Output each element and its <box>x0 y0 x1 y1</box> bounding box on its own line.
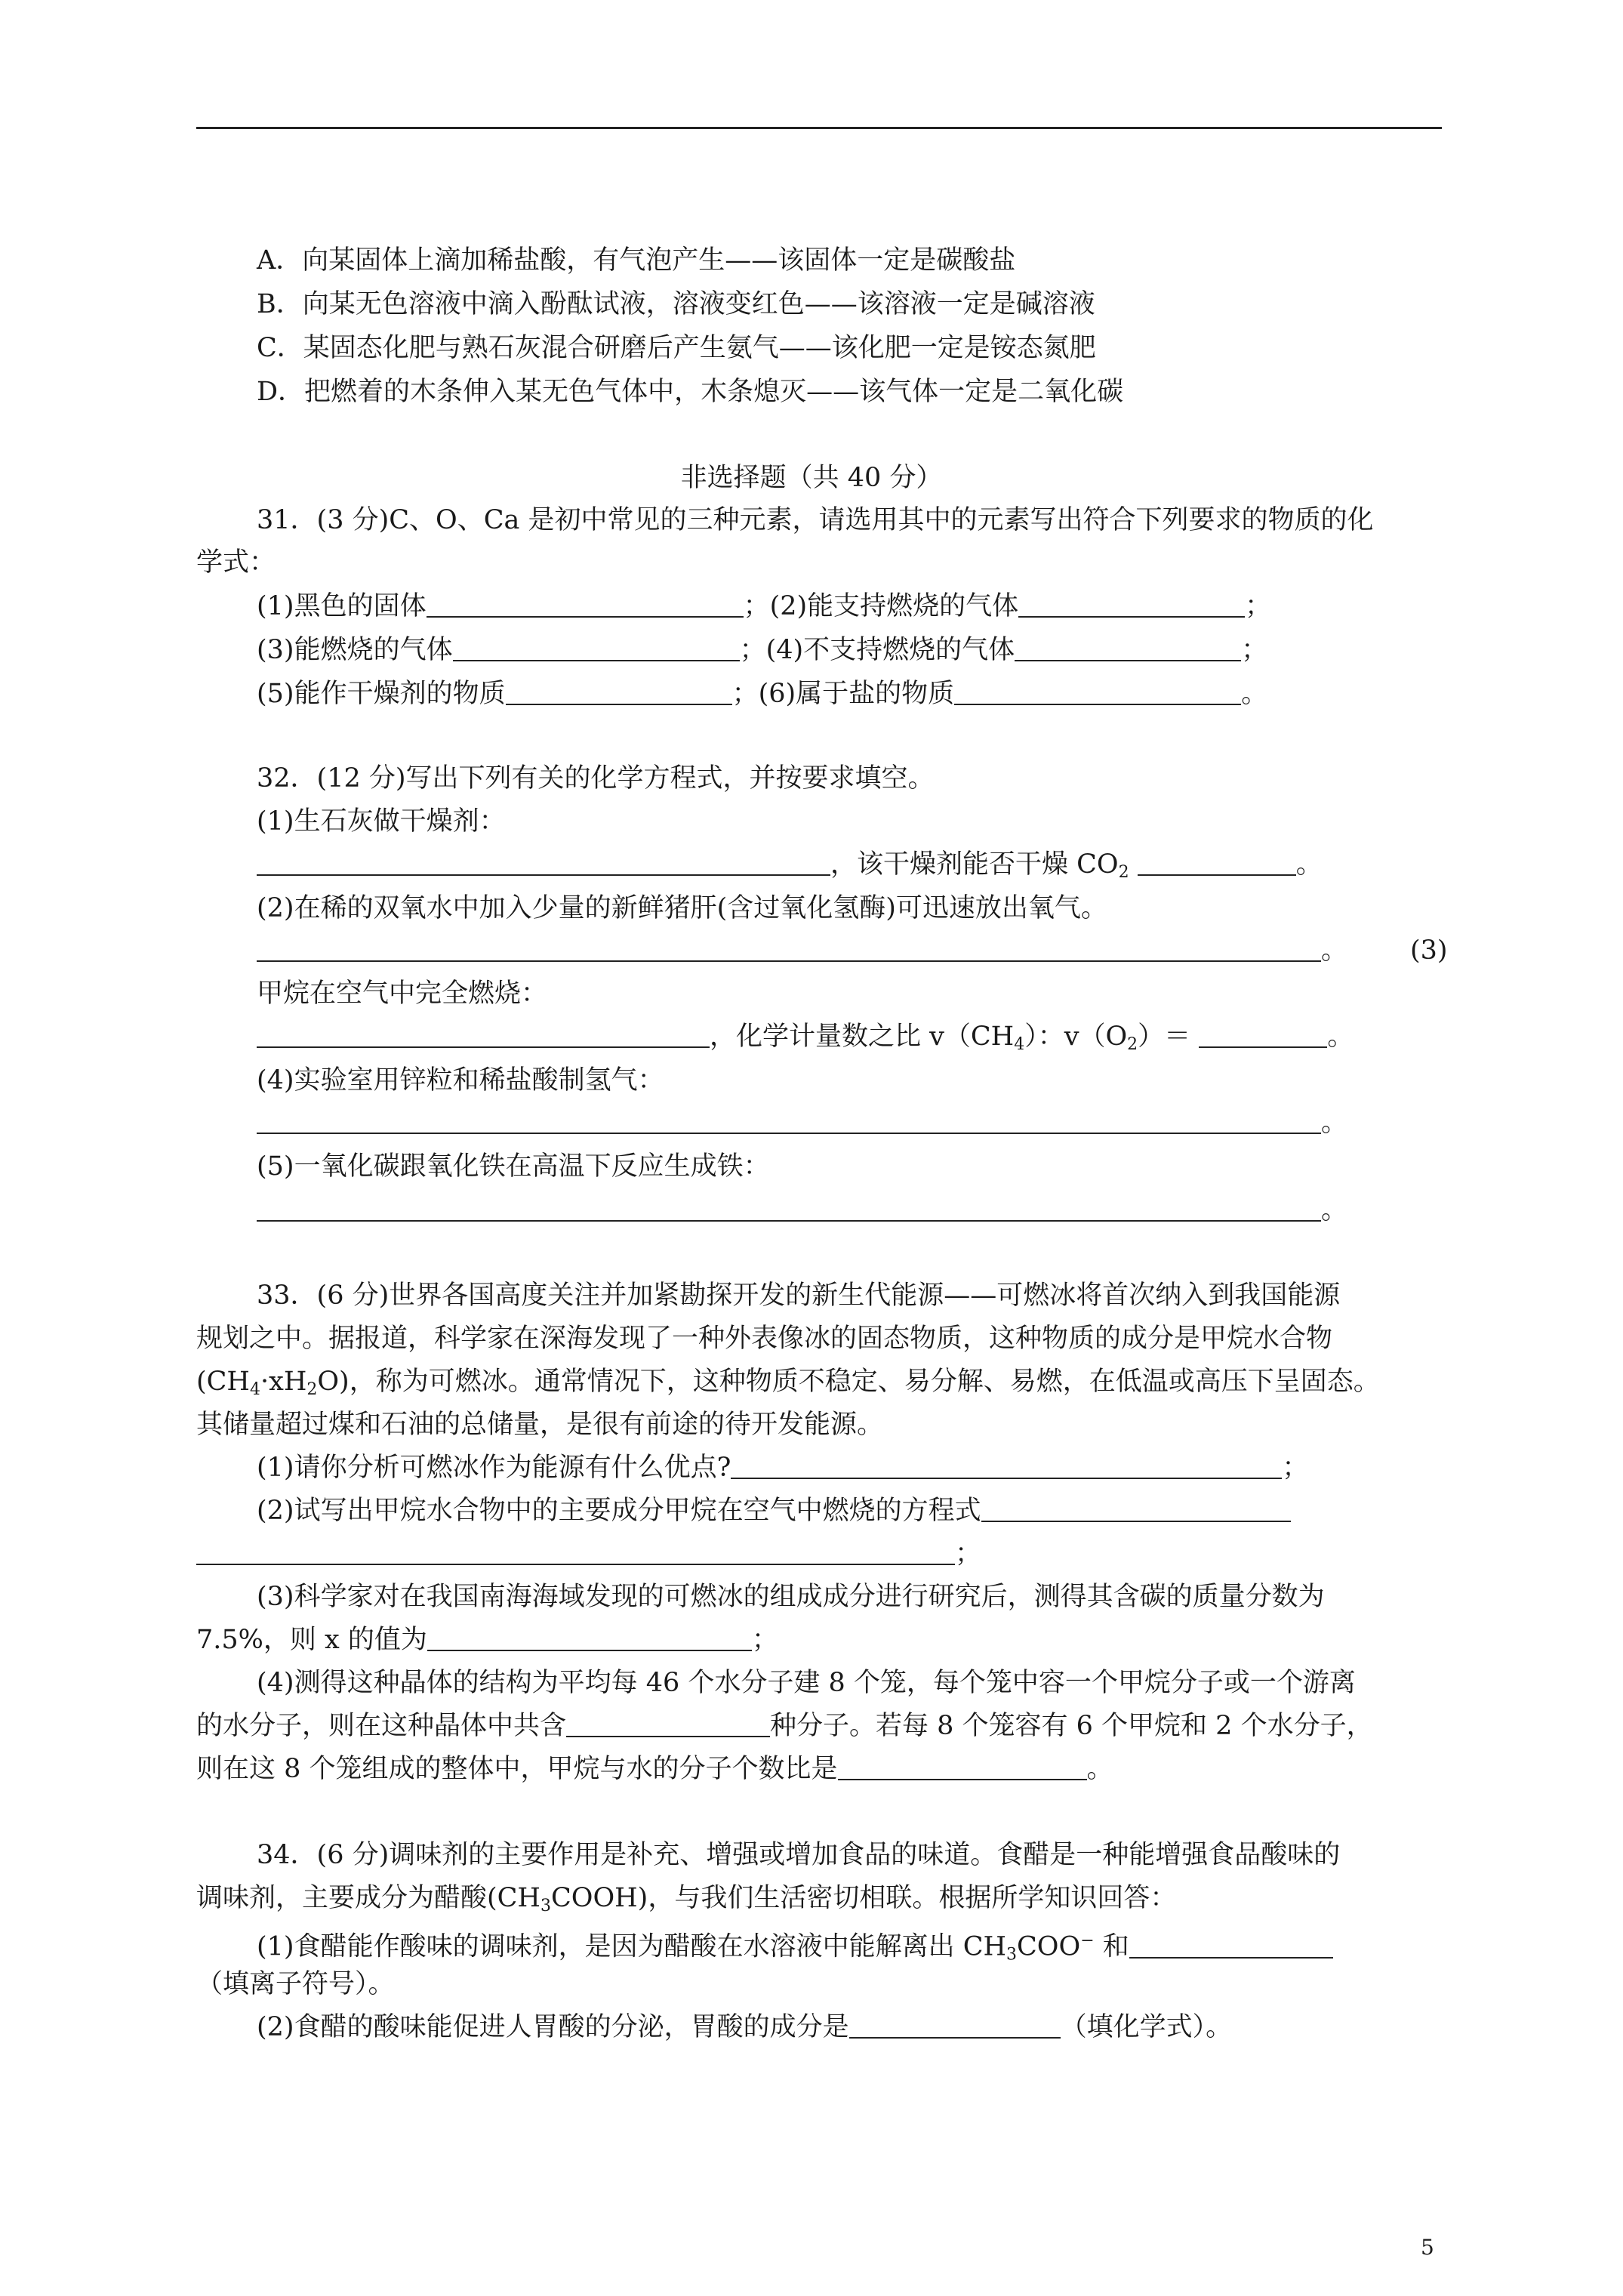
answer-blank[interactable] <box>566 1710 770 1737</box>
answer-blank[interactable] <box>506 678 732 705</box>
answer-blank[interactable] <box>1018 590 1245 618</box>
answer-blank[interactable] <box>1199 1021 1327 1048</box>
q32-sub5-answer: 。 <box>257 1193 1347 1228</box>
q33-sub2: (2)试写出甲烷水合物中的主要成分甲烷在空气中燃烧的方程式 <box>257 1493 1291 1528</box>
q34-line2: 调味剂，主要成分为醋酸$(CH_3COOH)$，与我们生活密切相联。根据所学知识回答： <box>196 1883 1177 1915</box>
q33-line3: $(CH_4\cdot xH_2O)$，称为可燃冰。通常情况下，这种物质不稳定、易分解、易燃，在低温或高压下呈固态。 <box>196 1367 1380 1399</box>
q33-sub2-answer: ； <box>196 1536 981 1571</box>
answer-blank[interactable] <box>954 678 1241 705</box>
q32-sub1: (1)生石灰做干燥剂： <box>257 806 506 837</box>
q33-sub4-line2: 的水分子，则在这种晶体中共含 种分子。若每 8 个笼容有 6 个甲烷和 2 个水分子， <box>196 1711 1373 1741</box>
q32-line1: 32．(12 分)写出下列有关的化学方程式，并按要求填空。 <box>257 763 935 794</box>
option-a: A．向某固体上滴加稀盐酸，有气泡产生——该固体一定是碳酸盐 <box>257 245 1016 276</box>
answer-blank[interactable] <box>1015 634 1241 661</box>
answer-blank[interactable] <box>427 590 744 618</box>
answer-blank[interactable] <box>257 1021 710 1048</box>
q33-sub4: (4)测得这种晶体的结构为平均每 46 个水分子建 8 个笼，每个笼中容一个甲烷分子或一个游离 <box>257 1668 1356 1698</box>
answer-blank[interactable] <box>196 1538 955 1565</box>
q34-sub1-note: （填离子符号）。 <box>196 1969 395 1999</box>
option-c: C．某固态化肥与熟石灰混合研磨后产生氨气——该化肥一定是铵态氮肥 <box>257 333 1096 363</box>
q32-sub5: (5)一氧化碳跟氧化铁在高温下反应生成铁： <box>257 1151 770 1182</box>
q33-sub4-line3: 则在这 8 个笼组成的整体中，甲烷与水的分子个数比是 。 <box>196 1754 1113 1784</box>
q33-sub3-answer: 7.5%，则 x 的值为 ； <box>196 1625 778 1655</box>
q32-sub2-answer: 。 <box>257 933 1347 968</box>
header-rule <box>196 127 1442 129</box>
q32-sub4-answer: 。 <box>257 1105 1347 1140</box>
q32-sub4: (4)实验室用锌粒和稀盐酸制氢气： <box>257 1065 664 1096</box>
answer-blank[interactable] <box>257 849 830 876</box>
answer-blank[interactable] <box>1138 849 1296 876</box>
answer-blank[interactable] <box>838 1753 1087 1780</box>
answer-blank[interactable] <box>257 935 1321 962</box>
answer-blank[interactable] <box>849 2011 1061 2039</box>
answer-blank[interactable] <box>731 1452 1282 1479</box>
q31-row3: (5)能作干燥剂的物质 ；(6)属于盐的物质 。 <box>257 679 1268 709</box>
answer-blank[interactable] <box>1129 1931 1333 1959</box>
q32-sub3-answer: ，化学计量数之比 $v(CH_4)$：$v(O_2)=$ 。 <box>257 1019 1354 1062</box>
q31-row2: (3)能燃烧的气体 ；(4)不支持燃烧的气体 ； <box>257 635 1268 665</box>
q33-sub3: (3)科学家对在我国南海海域发现的可燃冰的组成成分进行研究后，测得其含碳的质量分数为 <box>257 1582 1325 1612</box>
page-number: 5 <box>1421 2235 1434 2260</box>
section-title: 非选择题（共 40 分） <box>680 463 943 493</box>
option-d: D．把燃着的木条伸入某无色气体中，木条熄灭——该气体一定是二氧化碳 <box>257 377 1124 407</box>
option-b: B．向某无色溶液中滴入酚酞试液，溶液变红色——该溶液一定是碱溶液 <box>257 289 1095 319</box>
q32-sub3-number: (3) <box>1410 935 1448 966</box>
q34-line1: 34．(6 分)调味剂的主要作用是补充、增强或增加食品的味道。食醋是一种能增强食品酸味的 <box>257 1840 1341 1870</box>
answer-blank[interactable] <box>427 1624 752 1651</box>
q34-sub1: (1)食醋能作酸味的调味剂，是因为醋酸在水溶液中能解离出 $CH_3COO^-$ 和 <box>257 1924 1333 1973</box>
q34-sub2: (2)食醋的酸味能促进人胃酸的分泌，胃酸的成分是 （填化学式）。 <box>257 2012 1233 2042</box>
q33-line1: 33．(6 分)世界各国高度关注并加紧勘探开发的新生代能源——可燃冰将首次纳入到我国能源 <box>257 1281 1341 1311</box>
q33-line4: 其储量超过煤和石油的总储量，是很有前途的待开发能源。 <box>196 1410 884 1440</box>
answer-blank[interactable] <box>257 1194 1321 1222</box>
answer-blank[interactable] <box>453 634 740 661</box>
answer-blank[interactable] <box>981 1495 1291 1522</box>
q33-line2: 规划之中。据报道，科学家在深海发现了一种外表像冰的固态物质，这种物质的成分是甲烷水合物 <box>196 1324 1333 1354</box>
q31-line1: 31．(3 分)C、O、Ca 是初中常见的三种元素，请选用其中的元素写出符合下列要求的物质的化 <box>257 505 1374 535</box>
q32-sub1-answer: ，该干燥剂能否干燥 $CO_2$ 。 <box>257 847 1323 890</box>
q31-row1: (1)黑色的固体 ；(2)能支持燃烧的气体 ； <box>257 591 1272 621</box>
q31-line2: 学式： <box>196 547 276 578</box>
q32-sub3: 甲烷在空气中完全燃烧： <box>257 978 548 1009</box>
q32-sub2: (2)在稀的双氧水中加入少量的新鲜猪肝(含过氧化氢酶)可迅速放出氧气。 <box>257 893 1107 923</box>
q33-sub1: (1)请你分析可燃冰作为能源有什么优点? ； <box>257 1453 1309 1483</box>
answer-blank[interactable] <box>257 1107 1321 1134</box>
